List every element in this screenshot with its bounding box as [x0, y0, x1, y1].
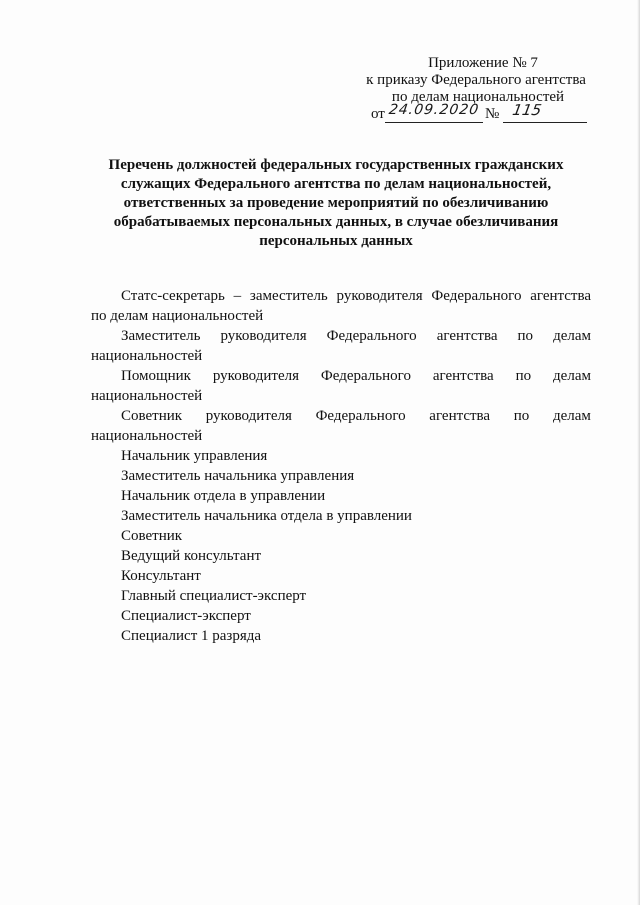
- document-title: [88, 156, 584, 251]
- title-line: персональных данных: [259, 233, 413, 249]
- position-word: агентства: [530, 288, 591, 304]
- position-word: по: [517, 328, 534, 344]
- date-field: [385, 104, 483, 123]
- appendix-agency-name: по делам национальностей: [391, 89, 565, 105]
- position-first-line: [91, 326, 591, 346]
- position-item: Начальник отдела в управлении: [121, 488, 326, 504]
- position-item: Советник: [121, 528, 183, 544]
- position-word: руководителя: [212, 368, 299, 384]
- position-word: руководителя: [205, 408, 292, 424]
- title-line: служащих Федерального агентства по делам национальностей,: [120, 176, 552, 192]
- order-date-number-row: [371, 101, 591, 126]
- position-word: заместитель: [249, 288, 328, 304]
- position-word: агентства: [432, 368, 494, 384]
- title-line: Перечень должностей федеральных государственных гражданских: [108, 157, 564, 173]
- position-second-line: по делам национальностей: [91, 308, 264, 324]
- position-first-line: [91, 406, 591, 426]
- position-word: –: [233, 288, 242, 304]
- handwritten-date: 24.09.2020: [387, 102, 481, 118]
- position-word: агентства: [429, 408, 491, 424]
- position-word: по: [515, 368, 532, 384]
- position-item: [91, 406, 591, 446]
- position-word: Федерального: [326, 328, 417, 344]
- position-word: по: [513, 408, 530, 424]
- number-sign: №: [485, 106, 500, 122]
- position-item: [91, 366, 591, 406]
- position-first-line: [91, 366, 591, 386]
- position-item: Консультант: [121, 568, 201, 584]
- title-line: ответственных за проведение мероприятий по обезличиванию: [123, 195, 549, 211]
- appendix-number: Приложение № 7: [428, 55, 538, 71]
- appendix-order-reference: к приказу Федерального агентства: [366, 72, 586, 88]
- handwritten-number: 115: [511, 101, 543, 119]
- position-second-line: национальностей: [91, 348, 203, 364]
- position-word: Федерального: [431, 288, 522, 304]
- position-word: Помощник: [121, 368, 191, 384]
- title-line: обрабатываемых персональных данных, в случае обезличивания: [113, 214, 559, 230]
- position-word: Заместитель: [121, 328, 201, 344]
- position-word: делам: [553, 408, 591, 424]
- position-item: Заместитель начальника отдела в управлении: [121, 508, 412, 524]
- position-second-line: национальностей: [91, 428, 203, 444]
- position-word: руководителя: [220, 328, 307, 344]
- position-word: руководителя: [336, 288, 423, 304]
- number-field: [503, 101, 587, 123]
- position-word: Советник: [121, 408, 183, 424]
- position-word: агентства: [436, 328, 498, 344]
- positions-list: [91, 286, 591, 646]
- position-item: [91, 286, 591, 326]
- date-prefix: от: [371, 106, 385, 122]
- position-word: Федерального: [320, 368, 411, 384]
- position-item: Ведущий консультант: [121, 548, 262, 564]
- appendix-header: [360, 55, 592, 106]
- position-first-line: [91, 286, 591, 306]
- position-item: Начальник управления: [121, 448, 268, 464]
- position-word: делам: [553, 368, 591, 384]
- position-item: [91, 326, 591, 366]
- position-word: Федерального: [315, 408, 406, 424]
- position-item: Специалист-эксперт: [121, 608, 251, 624]
- position-item: Заместитель начальника управления: [121, 468, 355, 484]
- position-item: Главный специалист-эксперт: [121, 588, 307, 604]
- position-second-line: национальностей: [91, 388, 203, 404]
- position-word: делам: [553, 328, 591, 344]
- position-item: Специалист 1 разряда: [121, 628, 262, 644]
- position-word: Статс-секретарь: [121, 288, 225, 304]
